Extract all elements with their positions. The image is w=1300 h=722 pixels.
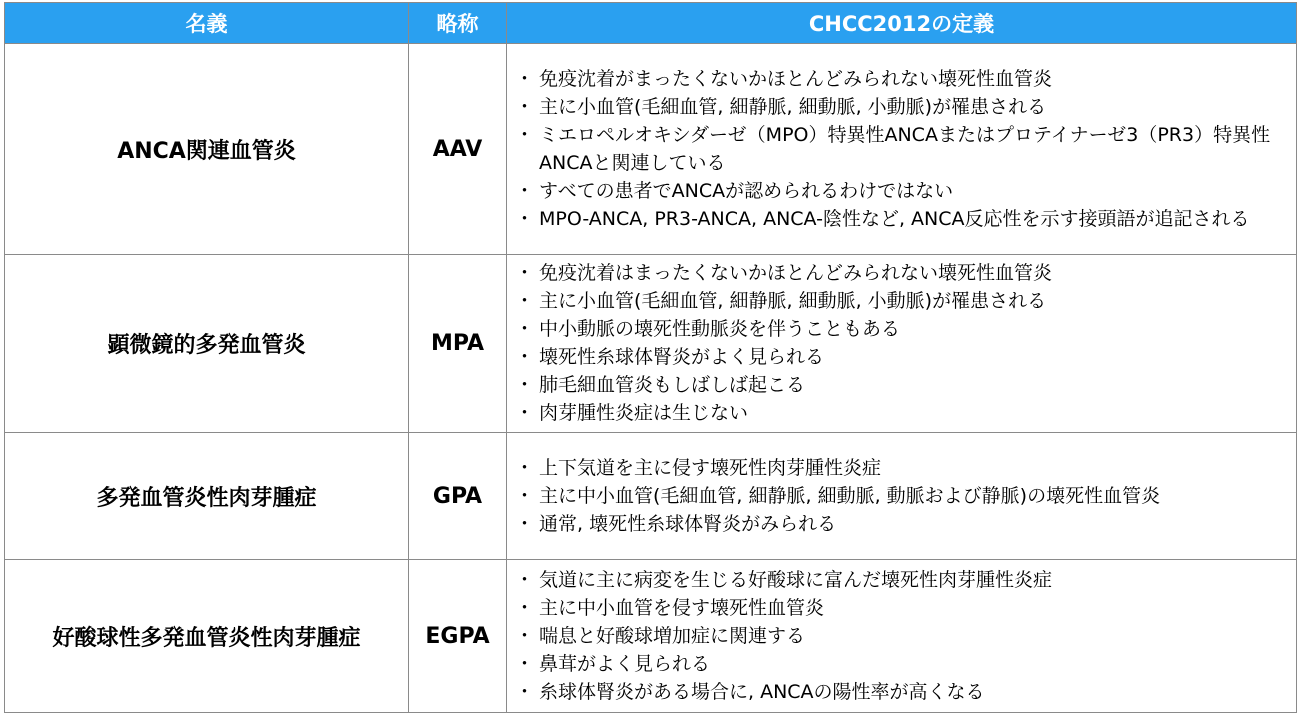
definition-item: ・ すべての患者でANCAが認められるわけではない	[521, 177, 1286, 205]
definition-item: ・ ミエロペルオキシダーゼ（MPO）特異性ANCAまたはプロテイナーゼ3（PR3）特異性ANCAと関連している	[521, 121, 1286, 177]
definition-item: ・ 喘息と好酸球増加症に関連する	[521, 622, 1286, 650]
disease-abbreviation: EGPA	[409, 560, 507, 713]
disease-name: ANCA関連血管炎	[5, 44, 409, 255]
definition-item: ・ 上下気道を主に侵す壊死性肉芽腫性炎症	[521, 454, 1286, 482]
definition-item: ・ 主に小血管(毛細血管, 細静脈, 細動脈, 小動脈)が罹患される	[521, 287, 1286, 315]
header-row	[5, 3, 1297, 44]
definition-list	[521, 566, 1286, 706]
vasculitis-definition-table	[4, 2, 1297, 713]
definition-cell	[507, 44, 1297, 255]
disease-name: 顕微鏡的多発血管炎	[5, 255, 409, 433]
definition-item: ・ 主に中小血管(毛細血管, 細静脈, 細動脈, 動脈および静脈)の壊死性血管炎	[521, 482, 1286, 510]
disease-name: 多発血管炎性肉芽腫症	[5, 433, 409, 560]
definition-item: ・ 肉芽腫性炎症は生じない	[521, 399, 1286, 427]
definition-list	[521, 454, 1286, 538]
disease-abbreviation: GPA	[409, 433, 507, 560]
definition-item: ・ 免疫沈着はまったくないかほとんどみられない壊死性血管炎	[521, 259, 1286, 287]
header-abbreviation: 略称	[409, 3, 507, 44]
definition-item: ・ 糸球体腎炎がある場合に, ANCAの陽性率が高くなる	[521, 678, 1286, 706]
definition-item: ・ 肺毛細血管炎もしばしば起こる	[521, 371, 1286, 399]
definition-item: ・ 鼻茸がよく見られる	[521, 650, 1286, 678]
disease-name: 好酸球性多発血管炎性肉芽腫症	[5, 560, 409, 713]
disease-abbreviation: MPA	[409, 255, 507, 433]
definition-list	[521, 259, 1286, 427]
table-row	[5, 433, 1297, 560]
definition-item: ・ 中小動脈の壊死性動脈炎を伴うこともある	[521, 315, 1286, 343]
definition-item: ・ 主に中小血管を侵す壊死性血管炎	[521, 594, 1286, 622]
definition-list	[521, 65, 1286, 233]
definition-item: ・ 免疫沈着がまったくないかほとんどみられない壊死性血管炎	[521, 65, 1286, 93]
definition-item: ・ 壊死性糸球体腎炎がよく見られる	[521, 343, 1286, 371]
table-row	[5, 255, 1297, 433]
table-row	[5, 560, 1297, 713]
definition-cell	[507, 255, 1297, 433]
disease-abbreviation: AAV	[409, 44, 507, 255]
definition-cell	[507, 560, 1297, 713]
definition-cell	[507, 433, 1297, 560]
header-definition: CHCC2012の定義	[507, 3, 1297, 44]
table-row	[5, 44, 1297, 255]
definition-item: ・ 気道に主に病変を生じる好酸球に富んだ壊死性肉芽腫性炎症	[521, 566, 1286, 594]
header-name: 名義	[5, 3, 409, 44]
definition-item: ・ 主に小血管(毛細血管, 細静脈, 細動脈, 小動脈)が罹患される	[521, 93, 1286, 121]
definition-item: ・ MPO-ANCA, PR3-ANCA, ANCA-陰性など, ANCA反応性を示す接頭語が追記される	[521, 205, 1286, 233]
definition-item: ・ 通常, 壊死性糸球体腎炎がみられる	[521, 510, 1286, 538]
